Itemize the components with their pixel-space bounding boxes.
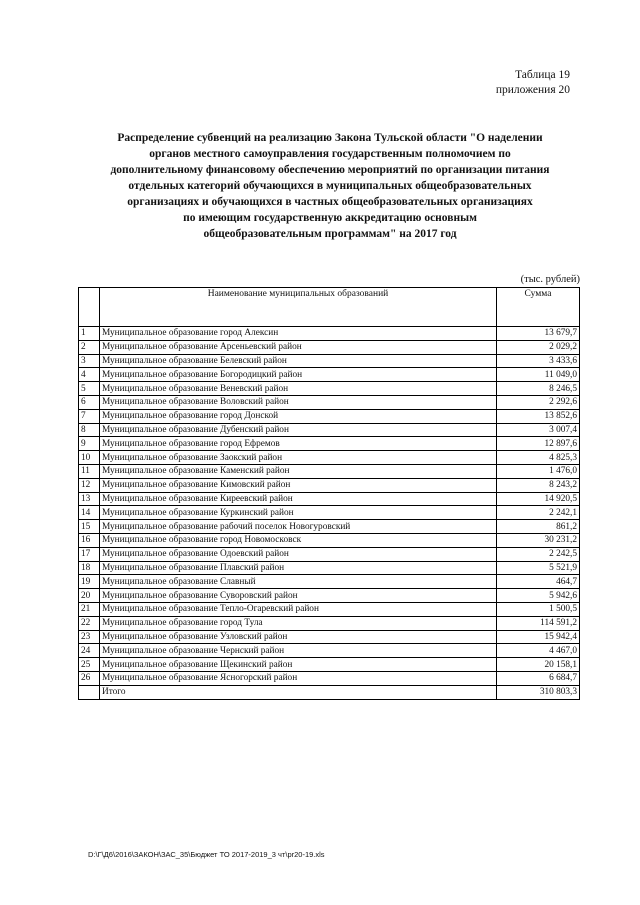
table-header-row [79,288,580,327]
row-municipality-name: Муниципальное образование город Алексин [100,327,497,341]
row-number: 14 [79,506,100,520]
title-line: общеобразовательным программам" на 2017 год [203,228,457,240]
row-municipality-name: Муниципальное образование город Новомосковск [100,533,497,547]
row-number: 3 [79,354,100,368]
table-row [79,561,580,575]
table-row [79,644,580,658]
row-sum: 1 476,0 [497,464,580,478]
title-line: органов местного самоуправления государственным полномочием по [149,148,511,160]
row-municipality-name: Муниципальное образование Славный [100,575,497,589]
table-row [79,658,580,672]
row-municipality-name: Муниципальное образование Арсеньевский район [100,340,497,354]
row-number: 16 [79,533,100,547]
row-number: 2 [79,340,100,354]
row-number: 26 [79,671,100,685]
table-row [79,340,580,354]
table-row [79,589,580,603]
title-line: Распределение субвенций на реализацию Закона Тульской области "О наделении [117,132,543,144]
row-number: 4 [79,368,100,382]
header-name-cell: Наименование муниципальных образований [100,288,497,327]
table-row [79,395,580,409]
table-total-row [79,685,580,699]
table-row [79,451,580,465]
row-sum: 2 292,6 [497,395,580,409]
table-row [79,547,580,561]
subvention-table [78,287,580,700]
table-row [79,437,580,451]
file-path-footer: D:\Г\Д6\2016\ЗАКОН\ЗАС_35\Бюджет ТО 2017-2019_3 чт\pr20-19.xls [88,850,325,859]
total-number-cell [79,685,100,699]
table-row [79,602,580,616]
row-sum: 2 242,5 [497,547,580,561]
row-municipality-name: Муниципальное образование Дубенский район [100,423,497,437]
row-sum: 30 231,2 [497,533,580,547]
row-number: 22 [79,616,100,630]
table-row [79,616,580,630]
table-row [79,630,580,644]
row-municipality-name: Муниципальное образование Плавский район [100,561,497,575]
row-number: 12 [79,478,100,492]
row-number: 18 [79,561,100,575]
row-sum: 15 942,4 [497,630,580,644]
row-sum: 5 521,9 [497,561,580,575]
row-municipality-name: Муниципальное образование город Тула [100,616,497,630]
row-sum: 114 591,2 [497,616,580,630]
row-municipality-name: Муниципальное образование рабочий поселок Новогуровский [100,520,497,534]
row-number: 24 [79,644,100,658]
table-row [79,492,580,506]
table-row [79,520,580,534]
row-number: 9 [79,437,100,451]
row-municipality-name: Муниципальное образование Чернский район [100,644,497,658]
row-municipality-name: Муниципальное образование Узловский район [100,630,497,644]
header-number-cell [79,288,100,327]
row-municipality-name: Муниципальное образование Заокский район [100,451,497,465]
row-municipality-name: Муниципальное образование город Донской [100,409,497,423]
table-row [79,423,580,437]
row-number: 23 [79,630,100,644]
row-number: 1 [79,327,100,341]
row-number: 7 [79,409,100,423]
title-line: отдельных категорий обучающихся в муниципальных общеобразовательных [128,180,532,192]
row-sum: 1 500,5 [497,602,580,616]
row-municipality-name: Муниципальное образование Белевский район [100,354,497,368]
document-title [80,130,580,242]
row-municipality-name: Муниципальное образование Каменский район [100,464,497,478]
row-number: 6 [79,395,100,409]
row-sum: 13 679,7 [497,327,580,341]
table-row [79,464,580,478]
row-municipality-name: Муниципальное образование Щекинский район [100,658,497,672]
row-sum: 11 049,0 [497,368,580,382]
header-sum-cell: Сумма [497,288,580,327]
row-number: 20 [79,589,100,603]
table-row [79,671,580,685]
row-sum: 861,2 [497,520,580,534]
row-municipality-name: Муниципальное образование Богородицкий район [100,368,497,382]
row-municipality-name: Муниципальное образование Одоевский район [100,547,497,561]
row-sum: 2 029,2 [497,340,580,354]
row-sum: 8 246,5 [497,382,580,396]
reference-appendix: приложения 20 [495,84,570,96]
row-sum: 3 433,6 [497,354,580,368]
row-municipality-name: Муниципальное образование Куркинский район [100,506,497,520]
row-number: 8 [79,423,100,437]
table-row [79,506,580,520]
row-sum: 13 852,6 [497,409,580,423]
table-row [79,478,580,492]
row-sum: 20 158,1 [497,658,580,672]
title-line: по имеющим государственную аккредитацию основным [183,212,477,224]
row-number: 15 [79,520,100,534]
row-municipality-name: Муниципальное образование город Ефремов [100,437,497,451]
row-number: 5 [79,382,100,396]
row-sum: 6 684,7 [497,671,580,685]
table-row [79,409,580,423]
table-row [79,575,580,589]
table-row [79,533,580,547]
units-label: (тыс. рублей) [520,274,580,285]
total-sum: 310 803,3 [497,685,580,699]
row-sum: 5 942,6 [497,589,580,603]
row-number: 10 [79,451,100,465]
row-number: 25 [79,658,100,672]
reference-table-number: Таблица 19 [515,69,570,81]
row-municipality-name: Муниципальное образование Веневский район [100,382,497,396]
row-municipality-name: Муниципальное образование Тепло-Огаревский район [100,602,497,616]
row-number: 13 [79,492,100,506]
row-sum: 464,7 [497,575,580,589]
table-row [79,368,580,382]
table-row [79,354,580,368]
row-municipality-name: Муниципальное образование Суворовский район [100,589,497,603]
row-number: 21 [79,602,100,616]
row-municipality-name: Муниципальное образование Воловский район [100,395,497,409]
table-reference [496,68,570,98]
table-row [79,382,580,396]
total-label: Итого [100,685,497,699]
row-number: 17 [79,547,100,561]
row-municipality-name: Муниципальное образование Киреевский район [100,492,497,506]
row-municipality-name: Муниципальное образование Кимовский район [100,478,497,492]
row-sum: 8 243,2 [497,478,580,492]
row-sum: 14 920,5 [497,492,580,506]
row-sum: 12 897,6 [497,437,580,451]
row-sum: 4 467,0 [497,644,580,658]
row-sum: 2 242,1 [497,506,580,520]
row-municipality-name: Муниципальное образование Ясногорский район [100,671,497,685]
row-sum: 4 825,3 [497,451,580,465]
title-line: организациях и обучающихся в частных общеобразовательных организациях [127,196,533,208]
row-sum: 3 007,4 [497,423,580,437]
table-row [79,327,580,341]
row-number: 19 [79,575,100,589]
row-number: 11 [79,464,100,478]
title-line: дополнительному финансовому обеспечению мероприятий по организации питания [110,164,550,176]
